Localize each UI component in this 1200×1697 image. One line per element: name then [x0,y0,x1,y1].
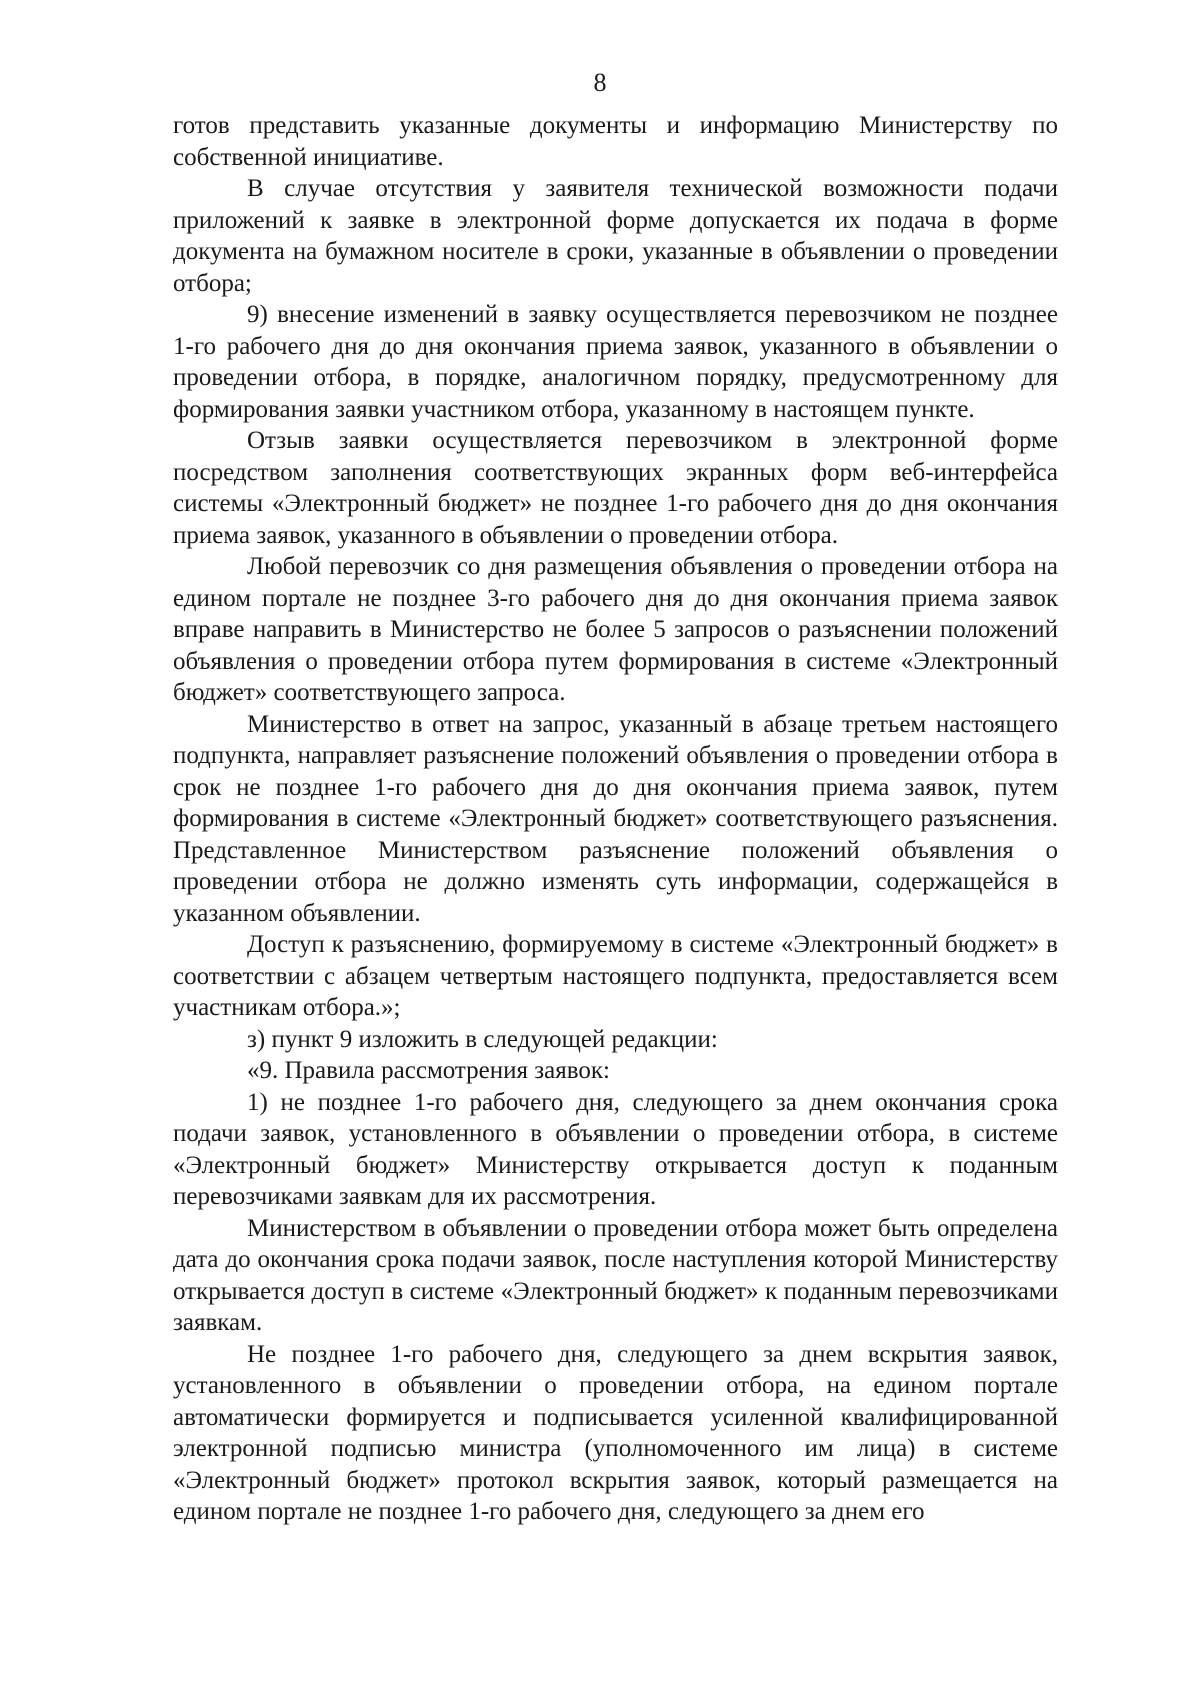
paragraph: Министерством в объявлении о проведении отбора может быть определена дата до окончания срока подачи заявок, после наступления которой Министерству открывается доступ в системе «Электронный бюджет» к поданным перевозчиками заявкам. [173,1214,1058,1336]
page-number: 8 [593,68,607,97]
paragraph: Любой перевозчик со дня размещения объявления о проведении отбора на едином портале не позднее 3-го рабочего дня до дня окончания приема заявок вправе направить в Министерство не более 5 запросов о разъяснении положений объявления о проведении отбора путем формирования в системе «Электронный бюджет» соответствующего запроса. [173,553,1058,706]
paragraph: готов представить указанные документы и информацию Министерству по собственной инициативе. [173,112,1058,171]
paragraph: 1) не позднее 1-го рабочего дня, следующего за днем окончания срока подачи заявок, установленного в объявлении о проведении отбора, в системе «Электронный бюджет» Министерству открывается доступ к поданным перевозчиками заявкам для их рассмотрения. [173,1088,1058,1210]
paragraph: Министерство в ответ на запрос, указанный в абзаце третьем настоящего подпункта, направляет разъяснение положений объявления о проведении отбора в срок не позднее 1-го рабочего дня до дня окончания приема заявок, путем формирования в системе «Электронный бюджет» соответствующего разъяснения. Представленное Министерством разъяснение положений объявления о проведении отбора не должно изменять суть информации, содержащейся в указанном объявлении. [173,710,1058,927]
body-text [173,110,1058,1528]
paragraph: В случае отсутствия у заявителя технической возможности подачи приложений к заявке в электронной форме допускается их подача в форме документа на бумажном носителе в сроки, указанные в объявлении о проведении отбора; [173,175,1058,297]
paragraph: Доступ к разъяснению, формируемому в системе «Электронный бюджет» в соответствии с абзацем четвертым настоящего подпункта, предоставляется всем участникам отбора.»; [173,931,1058,1021]
paragraph: «9. Правила рассмотрения заявок: [247,1057,610,1084]
paragraph: 9) внесение изменений в заявку осуществляется перевозчиком не позднее 1-го рабочего дня до дня окончания приема заявок, указанного в объявлении о проведении отбора, в порядке, аналогичном порядку, предусмотренному для формирования заявки участником отбора, указанному в настоящем пункте. [173,301,1058,423]
paragraph: Отзыв заявки осуществляется перевозчиком в электронной форме посредством заполнения соответствующих экранных форм веб-интерфейса системы «Электронный бюджет» не позднее 1-го рабочего дня до дня окончания приема заявок, указанного в объявлении о проведении отбора. [173,427,1058,549]
paragraph: Не позднее 1-го рабочего дня, следующего за днем вскрытия заявок, установленного в объявлении о проведении отбора, на едином портале автоматически формируется и подписывается усиленной квалифицированной электронной подписью министра (уполномоченного им лица) в системе «Электронный бюджет» протокол вскрытия заявок, который размещается на едином портале не позднее 1-го рабочего дня, следующего за днем его [173,1340,1058,1525]
paragraph: з) пункт 9 изложить в следующей редакции: [247,1025,718,1053]
